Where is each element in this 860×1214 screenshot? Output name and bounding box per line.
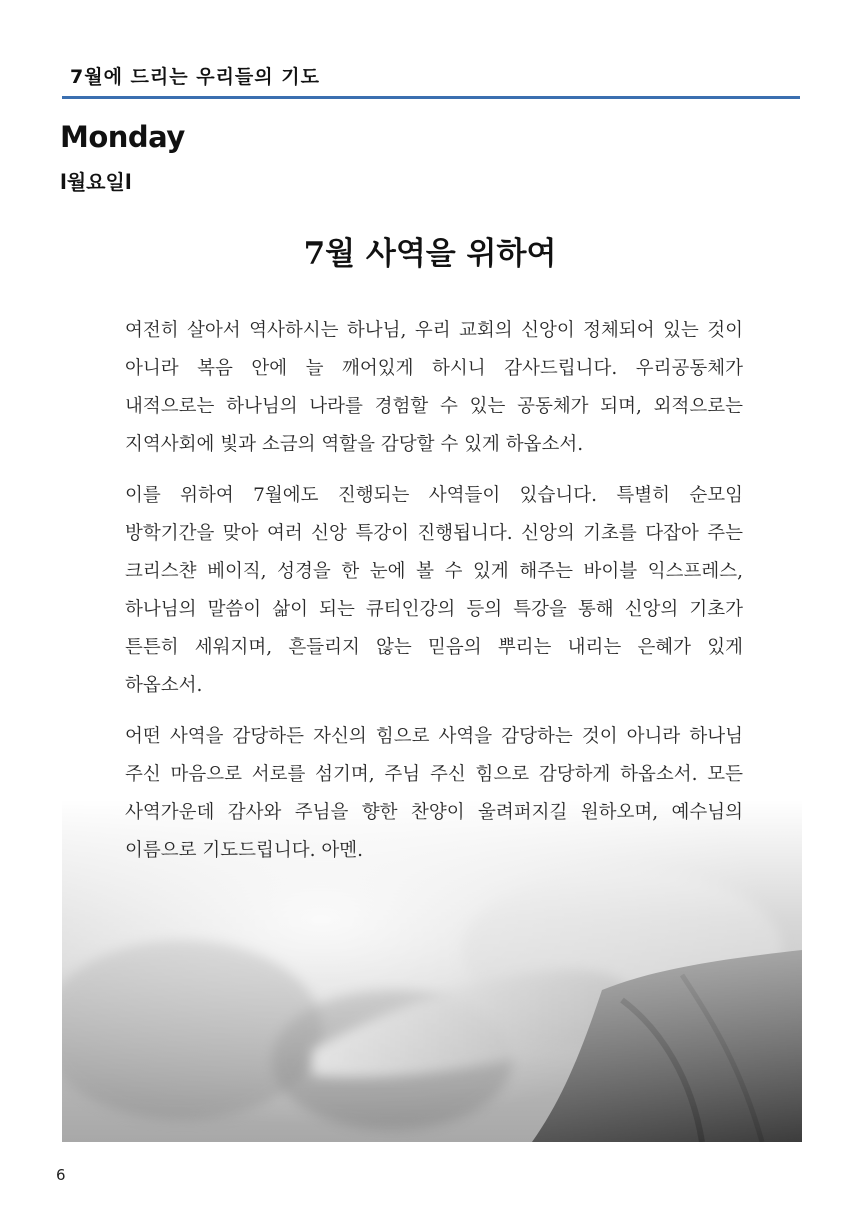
- page-number: 6: [56, 1166, 66, 1184]
- header-rule: [62, 96, 800, 99]
- day-korean: l월요일l: [60, 170, 132, 194]
- paragraph-3: 어떤 사역을 감당하든 자신의 힘으로 사역을 감당하는 것이 아니라 하나님 주신 마음으로 서로를 섬기며, 주님 주신 힘으로 감당하게 하옵소서. 모든 사역가운데 감사와 주님을 향한 찬양이 울려퍼지길 원하오며, 예수님의 이름으로 기도드립니다. 아멘.: [125, 726, 743, 861]
- paragraph-2: 이를 위하여 7월에도 진행되는 사역들이 있습니다. 특별히 순모임 방학기간을 맞아 여러 신앙 특강이 진행됩니다. 신앙의 기초를 다잡아 주는 크리스챤 베이직, 성경을 한 눈에 볼 수 있게 해주는 바이블 익스프레스, 하나님의 말씀이 삶이 되는 큐티인강의 등의 특강을 통해 신앙의 기초가 튼튼히 세워지며, 흔들리지 않는 믿음의 뿌리는 내리는 은혜가 있게 하옵소서.: [125, 485, 743, 696]
- prayer-title: 7월 사역을 위하여: [303, 236, 557, 272]
- paragraph-1: 여전히 살아서 역사하시는 하나님, 우리 교회의 신앙이 정체되어 있는 것이 아니라 복음 안에 늘 깨어있게 하시니 감사드립니다. 우리공동체가 내적으로는 하나님의 나라를 경험할 수 있는 공동체가 되며, 외적으로는 지역사회에 빛과 소금의 역할을 감당할 수 있게 하옵소서.: [125, 320, 743, 455]
- day-english: Monday: [60, 120, 185, 154]
- prayer-body: [125, 312, 743, 883]
- running-header: 7월에 드리는 우리들의 기도: [70, 66, 320, 88]
